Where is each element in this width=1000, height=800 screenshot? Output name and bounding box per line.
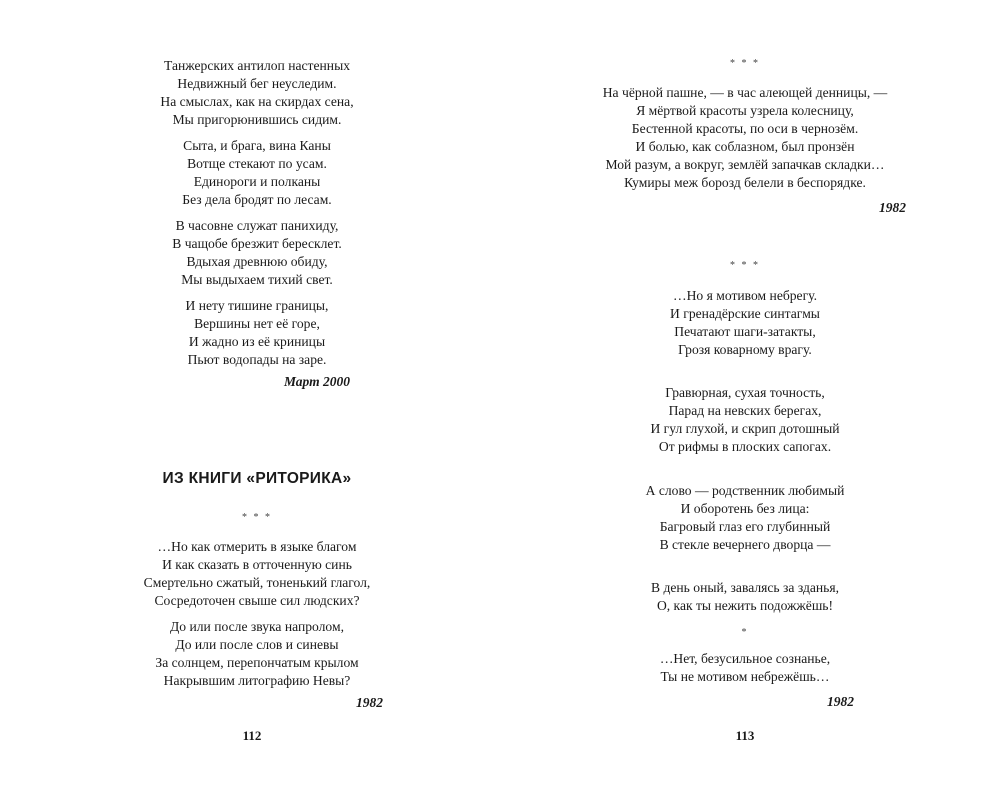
poem-line: Я мёртвой красоты узрела колесницу, (636, 103, 854, 118)
poem-line: Накрывшим литографию Невы? (163, 673, 351, 688)
section-heading: ИЗ КНИГИ «РИТОРИКА» (162, 470, 352, 487)
poem-line: Сыта, и брага, вина Каны (183, 138, 331, 153)
poem-line: В стекле вечернего дворца — (659, 537, 831, 552)
separator-stars: * * * (730, 260, 760, 271)
poem-line: Бестенной красоты, по оси в чернозём. (631, 121, 859, 136)
poem-line: Ты не мотивом небрежёшь… (660, 669, 830, 684)
poem-line: И как сказать в отточенную синь (162, 557, 352, 572)
poem-line: До или после звука напролом, (170, 619, 344, 634)
poem-line: Танжерских антилоп настенных (164, 58, 350, 73)
poem-line: И гул глухой, и скрип дотошный (650, 421, 840, 436)
poem-line: В часовне служат панихиду, (175, 218, 339, 233)
page-number: 112 (242, 728, 262, 743)
poem-line: Мы выдыхаем тихий свет. (181, 272, 333, 287)
poem-line: Багровый глаз его глубинный (659, 519, 831, 534)
poem-line: До или после слов и синевы (175, 637, 339, 652)
left-page (107, 0, 407, 800)
poem-line: За солнцем, перепончатым крылом (155, 655, 359, 670)
poem-line: И нету тишине границы, (185, 298, 329, 313)
poem-date: Март 2000 (283, 374, 350, 389)
poem-date: 1982 (356, 695, 383, 710)
poem-line: …Но я мотивом небрегу. (672, 288, 818, 303)
poem-date: 1982 (879, 200, 906, 215)
poem-line: Смертельно сжатый, тоненький глагол, (143, 575, 371, 590)
poem-line: И гренадёрские синтагмы (670, 306, 820, 321)
poem-line: Сосредоточен свыше сил людских? (154, 593, 360, 608)
poem-line: Мы пригорюнившись сидим. (172, 112, 342, 127)
poem-line: Пьют водопады на заре. (187, 352, 327, 367)
poem-line: …Но как отмерить в языке благом (157, 539, 357, 554)
poem-line: И болью, как соблазном, был пронзён (635, 139, 855, 154)
poem-line: Единороги и полканы (193, 174, 321, 189)
poem-line: На чёрной пашне, — в час алеющей денницы, — (602, 85, 888, 100)
poem-line: И жадно из её криницы (188, 334, 326, 349)
right-page (578, 0, 912, 800)
poem-line: И оборотень без лица: (680, 501, 810, 516)
poem-line: …Нет, безусильное сознанье, (659, 651, 831, 666)
poem-line: Печатают шаги-затакты, (674, 324, 816, 339)
poem-line: Вершины нет её горе, (194, 316, 320, 331)
poem-line: На смыслах, как на скирдах сена, (160, 94, 354, 109)
page-number: 113 (735, 728, 755, 743)
poem-line: В день оный, завалясь за зданья, (650, 580, 840, 595)
poem-date: 1982 (827, 694, 854, 709)
poem-line: Без дела бродят по лесам. (182, 192, 332, 207)
separator-stars: * * * (730, 58, 760, 69)
poem-line: Парад на невских берегах, (668, 403, 822, 418)
separator-star: * (741, 627, 749, 638)
poem-line: Недвижный бег неуследим. (177, 76, 337, 91)
poem-line: Гравюрная, сухая точность, (665, 385, 825, 400)
poem-line: Вотще стекают по усам. (187, 156, 327, 171)
poem-line: О, как ты нежить подожжёшь! (656, 598, 834, 613)
poem-line: В чащобе брезжит бересклет. (172, 236, 342, 251)
poem-line: Грозя коварному врагу. (678, 342, 812, 357)
separator-stars: * * * (242, 512, 272, 523)
poem-line: От рифмы в плоских сапогах. (658, 439, 832, 454)
poem-line: Кумиры меж борозд белели в беспорядке. (624, 175, 866, 190)
poem-line: Вдыхая древнюю обиду, (186, 254, 328, 269)
poem-line: А слово — родственник любимый (645, 483, 845, 498)
poem-line: Мой разум, а вокруг, землёй запачкав складки… (605, 157, 885, 172)
